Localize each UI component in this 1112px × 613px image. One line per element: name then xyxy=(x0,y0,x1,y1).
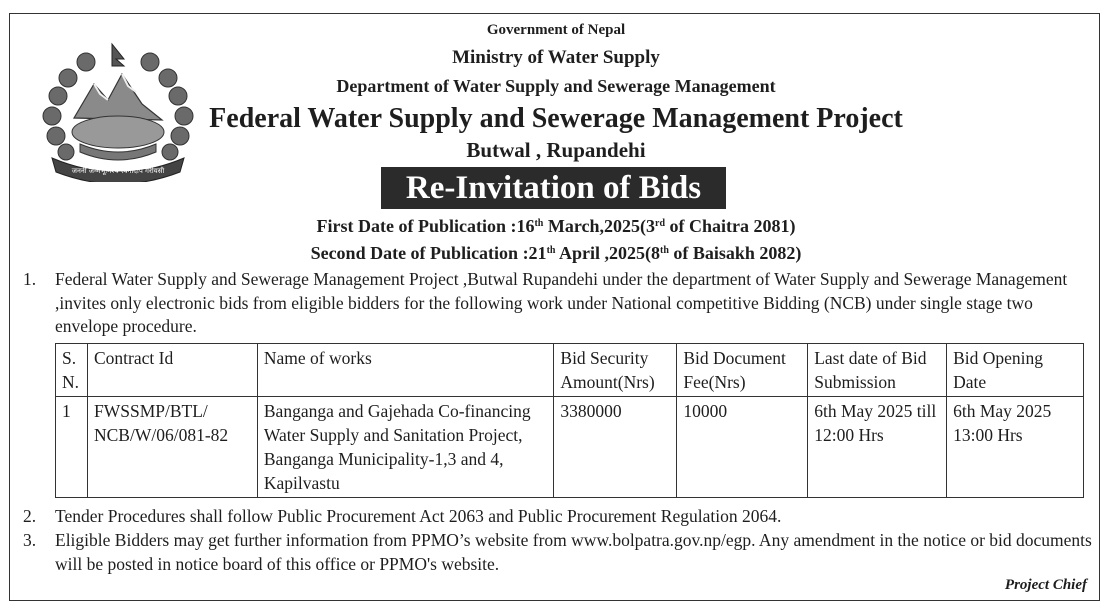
paragraph-number: 2. xyxy=(23,506,37,526)
svg-text:जननी जन्मभूमिश्च स्वर्गादपि गर: जननी जन्मभूमिश्च स्वर्गादपि गरीयसी xyxy=(71,167,165,175)
cell-bid-document-fee: 10000 xyxy=(677,397,808,498)
government-heading: Government of Nepal xyxy=(486,22,626,38)
col-header-name-of-works: Name of works xyxy=(257,344,554,397)
paragraph-1 xyxy=(23,268,1095,339)
ministry-heading: Ministry of Water Supply xyxy=(452,47,660,68)
col-header-opening-date: Bid Opening Date xyxy=(947,344,1084,397)
paragraph-3 xyxy=(23,529,1095,576)
cell-bid-security: 3380000 xyxy=(554,397,677,498)
cell-last-date: 6th May 2025 till 12:00 Hrs xyxy=(808,397,947,498)
table-header-row xyxy=(56,344,1084,397)
col-header-last-date: Last date of Bid Submission xyxy=(808,344,947,397)
location-heading: Butwal , Rupandehi xyxy=(466,138,646,162)
paragraph-text: Tender Procedures shall follow Public Procurement Act 2063 and Public Procurement Regulation 2064. xyxy=(55,506,782,526)
bids-table xyxy=(55,343,1084,498)
col-header-bid-document-fee: Bid Document Fee(Nrs) xyxy=(677,344,808,397)
signature: Project Chief xyxy=(1004,577,1087,593)
paragraph-text: Federal Water Supply and Sewerage Management Project ,Butwal Rupandehi under the department of Water Supply and Sewerage Management ,invites only electronic bids from eligible bidders for the following work under National competitive Bidding (NCB) under single stage two envelope procedure. xyxy=(55,269,1068,336)
project-heading: Federal Water Supply and Sewerage Management Project xyxy=(209,103,903,134)
paragraph-number: 1. xyxy=(23,269,37,289)
col-header-contract-id: Contract Id xyxy=(87,344,257,397)
cell-name-of-works: Banganga and Gajehada Co-financing Water Supply and Sanitation Project, Banganga Municipality-1,3 and 4, Kapilvastu xyxy=(257,397,554,498)
cell-opening-date: 6th May 2025 13:00 Hrs xyxy=(947,397,1084,498)
department-heading: Department of Water Supply and Sewerage Management xyxy=(336,76,776,96)
paragraph-text: Eligible Bidders may get further information from PPMO’s website from www.bolpatra.gov.np/egp. Any amendment in the notice or bid documents will be posted in notice board of this office or PPMO's website. xyxy=(55,530,1092,574)
second-publication-date: Second Date of Publication :21th April ,2025(8th of Baisakh 2082) xyxy=(310,243,802,263)
table-row xyxy=(56,397,1084,498)
col-header-sn: S. N. xyxy=(56,344,88,397)
notice-title: Re-Invitation of Bids xyxy=(381,167,726,209)
paragraph-2 xyxy=(23,505,1095,529)
cell-sn: 1 xyxy=(56,397,88,498)
col-header-bid-security: Bid Security Amount(Nrs) xyxy=(554,344,677,397)
cell-contract-id: FWSSMP/BTL/ NCB/W/06/081-82 xyxy=(87,397,257,498)
first-publication-date: First Date of Publication :16th March,2025(3rd of Chaitra 2081) xyxy=(316,216,796,236)
paragraph-number: 3. xyxy=(23,530,37,550)
